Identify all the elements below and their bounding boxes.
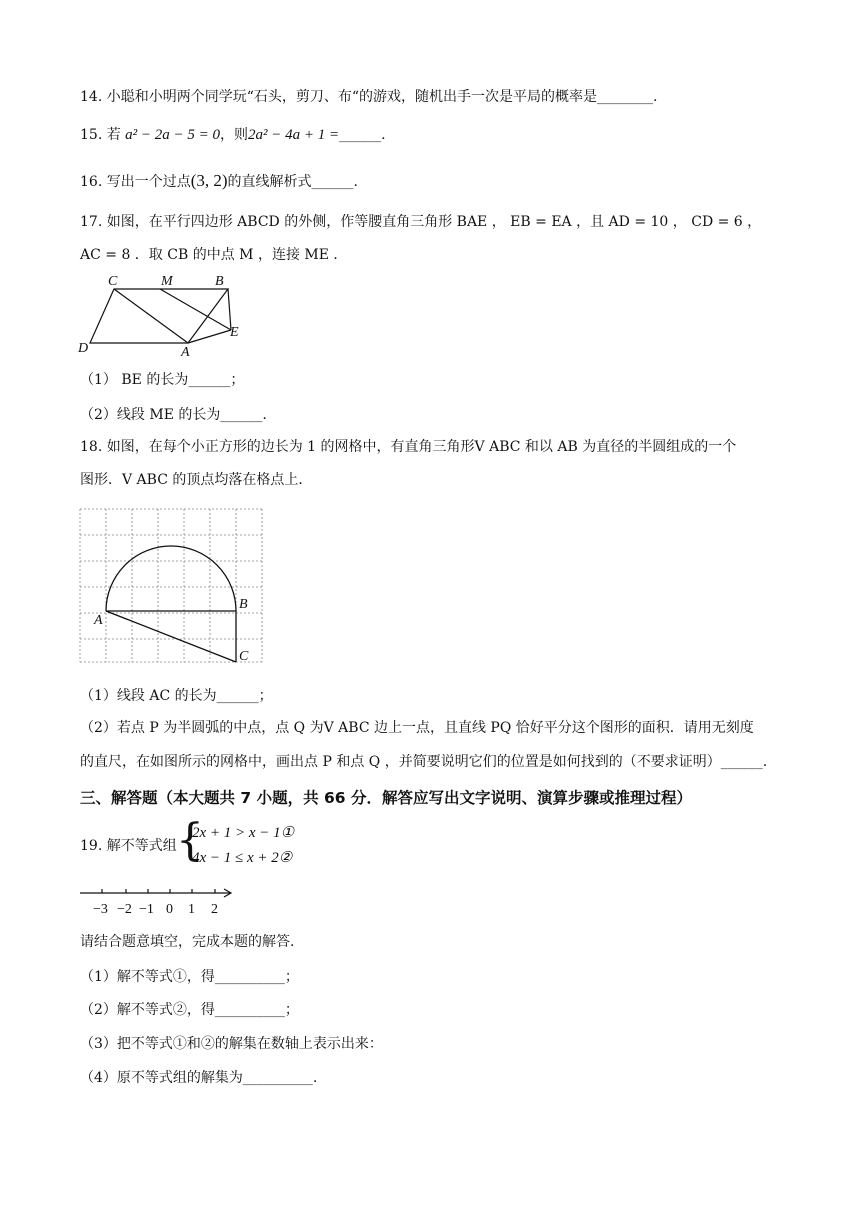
- question-17-part-1: （1） BE 的长为______；: [80, 372, 245, 388]
- label-c: C: [239, 649, 249, 664]
- label-c: C: [108, 274, 118, 289]
- instruction-text: 请结合题意填空，完成本题的解答.: [80, 934, 295, 950]
- tick-label: 1: [188, 902, 195, 917]
- label-e: E: [230, 325, 239, 340]
- point-coordinates: (3, 2): [190, 171, 228, 190]
- question-18-part-2-line-1: （2）若点 P 为半圆弧的中点，点 Q 为V ABC 边上一点，且直线 PQ 恰好平分这个图形的面积．请用无刻度: [80, 720, 754, 736]
- question-17-line-2: AC = 8 ．取 CB 的中点 M ，连接 ME ．: [80, 247, 348, 263]
- question-15: [80, 125, 386, 145]
- segment-ac: [106, 611, 236, 662]
- segment-ae: [188, 330, 231, 343]
- question-text: ，则: [220, 127, 249, 143]
- question-18-part-2-line-2: 的直尺，在如图所示的网格中，画出点 P 和点 Q ，并简要说明它们的位置是如何找到的（不要求证明）______.: [80, 754, 768, 770]
- tick-label: 0: [166, 902, 173, 917]
- label-b: B: [239, 597, 248, 612]
- question-18-part-1: （1）线段 AC 的长为______；: [80, 688, 273, 704]
- question-16: [80, 171, 358, 192]
- label-b: B: [215, 274, 224, 289]
- question-17-line-1: [80, 212, 761, 232]
- step-1: （1）解不等式①，得__________；: [80, 969, 299, 985]
- semicircle-arc: [106, 546, 236, 611]
- segment-me: [160, 289, 231, 330]
- tick-label: −3: [93, 902, 108, 917]
- question-text: 如图，在平行四边形 ABCD 的外侧，作等腰直角三角形 BAE ， EB = EA ，且 AD = 10 ， CD = 6 ，: [106, 214, 762, 230]
- segment-be: [228, 289, 231, 330]
- label-m: M: [161, 274, 173, 289]
- inequality-1: 2x + 1 > x − 1①: [192, 825, 295, 841]
- equation: a² − 2a − 5 = 0: [125, 127, 221, 143]
- section-heading: 三、解答题（本大题共 7 小题，共 66 分．解答应写出文字说明、演算步骤或推理过程）: [80, 789, 692, 807]
- label-a: A: [181, 345, 190, 360]
- question-text: 写出一个过点: [106, 174, 191, 190]
- question-18-line-1: [80, 437, 736, 457]
- question-text: 解不等式组: [106, 838, 177, 854]
- question-number: 14.: [80, 89, 103, 105]
- question-text: 的直线解析式______.: [227, 174, 358, 190]
- question-number: 17.: [80, 214, 103, 230]
- inequality-2: 4x − 1 ≤ x + 2②: [192, 850, 293, 866]
- question-text: 如图，在每个小正方形的边长为 1 的网格中，有直角三角形V ABC 和以 AB 为直径的半圆组成的一个: [106, 439, 737, 455]
- tick-label: −2: [117, 902, 132, 917]
- question-17-part-2: （2）线段 ME 的长为______.: [80, 407, 267, 423]
- number-line: [78, 885, 248, 919]
- question-number: 18.: [80, 439, 103, 455]
- step-2: （2）解不等式②，得__________；: [80, 1002, 299, 1018]
- question-number: 15.: [80, 127, 103, 143]
- label-a: A: [94, 613, 103, 628]
- expression: 2a² − 4a + 1 =: [248, 127, 340, 143]
- system-brace: {: [176, 815, 204, 866]
- question-text: 若: [106, 127, 121, 143]
- step-4: （4）原不等式组的解集为__________.: [80, 1070, 318, 1086]
- question-18-line-2: 图形．V ABC 的顶点均落在格点上．: [80, 472, 313, 488]
- answer-blank: ______.: [339, 127, 386, 143]
- question-number: 16.: [80, 174, 103, 190]
- grid-figure: [78, 507, 268, 667]
- segment-ca: [114, 289, 188, 343]
- question-19: [80, 836, 177, 856]
- tick-label: −1: [139, 902, 154, 917]
- question-text: 小聪和小明两个同学玩“石头，剪刀、布“的游戏，随机出手一次是平局的概率是________.: [106, 89, 658, 105]
- step-3: （3）把不等式①和②的解集在数轴上表示出来：: [80, 1036, 383, 1052]
- dashed-grid: [80, 509, 262, 662]
- parallelogram-figure: [70, 268, 260, 360]
- question-number: 19.: [80, 838, 103, 854]
- question-14: [80, 87, 657, 107]
- tick-label: 2: [211, 902, 218, 917]
- label-d: D: [78, 341, 89, 356]
